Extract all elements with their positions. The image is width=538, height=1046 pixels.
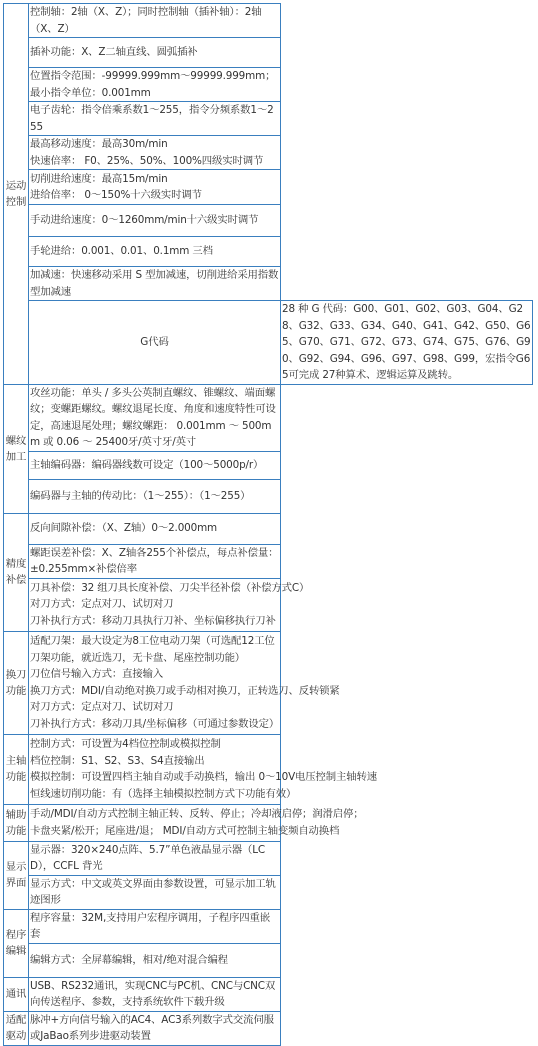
- category-motion: 运动控制: [4, 4, 29, 385]
- table-row: [4, 267, 533, 301]
- spec-line: 手动/MDI/自动方式控制主轴正转、反转、停止；冷却液启停；润滑启停；: [30, 808, 364, 820]
- table-row: [4, 544, 533, 578]
- spec-line: 控制方式：可设置为4档位控制或模拟控制: [30, 738, 221, 750]
- spec-acceleration: 加减速：快速移动采用 S 型加减速，切削进给采用指数型加减速: [29, 267, 281, 301]
- table-row: [4, 205, 533, 237]
- table-row: [4, 136, 533, 170]
- spec-encoder-ratio: 编码器与主轴的传动比：（1～255）：（1～255）: [29, 479, 281, 513]
- table-row: [4, 384, 533, 451]
- category-program: 程序编辑: [4, 909, 29, 977]
- table-row: [4, 170, 533, 205]
- spec-spindle-encoder: 主轴编码器：编码器线数可设定（100～5000p/r）: [29, 451, 281, 479]
- spec-backlash: 反向间隙补偿：（X、Z轴）0～2.000mm: [29, 513, 281, 544]
- spec-line: 最高移动速度：最高30m/min: [30, 138, 168, 150]
- table-row: [4, 943, 533, 977]
- table-row: [4, 804, 533, 841]
- category-gcode: G代码: [29, 301, 281, 385]
- table-row: [4, 451, 533, 479]
- spec-line: 刀补执行方式：移动刀具/坐标偏移（可通过参数设定）: [30, 717, 280, 730]
- spec-thread-cutting: 攻丝功能：单头 / 多头公英制直螺纹、锥螺纹、端面螺纹；变螺距螺纹。螺纹退尾长度、角度和速度特性可设定，高速退尾处理；螺纹螺距： 0.001mm ～ 500mm 或 0.06 ～ 25400牙/英寸牙/英寸: [29, 384, 281, 451]
- spec-position-range: 位置指令范围：-99999.999mm～99999.999mm；最小指令单位：0.001mm: [29, 68, 281, 102]
- table-row: [4, 909, 533, 943]
- table-row: [4, 301, 533, 385]
- spec-line: 切削进给速度：最高15m/min: [30, 172, 168, 185]
- spec-pitch-error: 螺距误差补偿：X、Z轴各255个补偿点，每点补偿量：±0.255mm×补偿倍率: [29, 544, 281, 578]
- table-row: [4, 631, 533, 734]
- spec-edit-mode: 编辑方式：全屏幕编辑，相对/绝对混合编程: [29, 943, 281, 977]
- table-row: [4, 875, 533, 909]
- spec-line: 适配刀架：最大设定为8工位电动刀架（可选配12工位刀架功能，就近选刀，无卡盘、尾座控制功能）: [30, 635, 275, 664]
- table-row: [4, 237, 533, 267]
- spec-line: 对刀方式：定点对刀、试切对刀: [30, 701, 174, 713]
- spec-line: 恒线速切削功能：有（选择主轴模拟控制方式下功能有效）: [30, 787, 297, 800]
- spec-line: 换刀方式：MDI/自动绝对换刀或手动相对换刀，正转选刀、反转锁紧: [30, 684, 340, 697]
- table-row: [4, 513, 533, 544]
- table-row: [4, 578, 533, 631]
- spec-display-mode: 显示方式：中文或英文界面由参数设置，可显示加工轨迹图形: [29, 875, 281, 909]
- spec-drive: 脉冲+方向信号输入的AC4、AC3系列数字式交流伺服或JaBao系列步进驱动装置: [29, 1011, 281, 1045]
- spec-control-axes: 控制轴：2轴（X、Z）；同时控制轴（插补轴）：2轴（X、Z）: [29, 4, 281, 38]
- spec-auxiliary: [29, 804, 364, 841]
- spec-line: 模拟控制：可设置四档主轴自动或手动换档，输出 0～10V电压控制主轴转速: [30, 771, 377, 783]
- spec-line: 档位控制：S1、S2、S3、S4直接输出: [30, 754, 205, 767]
- category-aux: 辅助功能: [4, 804, 29, 841]
- spec-electronic-gear: 电子齿轮：指令倍乘系数1～255，指令分频系数1～255: [29, 102, 281, 136]
- spec-display-screen: 显示器：320×240点阵、5.7”单色液晶显示器（LCD），CCFL 背光: [29, 841, 281, 875]
- spec-line: 刀具补偿：32 组刀具长度补偿、刀尖半径补偿（补偿方式C）: [30, 581, 310, 594]
- category-thread: 螺纹加工: [4, 384, 29, 513]
- spec-line: 刀位信号输入方式：直接输入: [30, 668, 164, 680]
- spec-program-capacity: 程序容量：32M,支持用户宏程序调用，子程序四重嵌套: [29, 909, 281, 943]
- table-row: [4, 68, 533, 102]
- spec-gcode-list: 28 种 G 代码：G00、G01、G02、G03、G04、G28、G32、G33、G34、G40、G41、G42、G50、G65、G70、G71、G72、G73、G74、G75、G76、G90、G92、G94、G96、G97、G98、G99，宏指令G65可完成 27种算术、逻辑运算及跳转。: [281, 301, 533, 385]
- table-row: [4, 4, 533, 38]
- spec-line: 卡盘夹紧/松开；尾座进/退； MDI/自动方式可控制主轴变频自动换档: [30, 824, 340, 837]
- spec-jog-speed: 手动进给速度：0～1260mm/min十六级实时调节: [29, 205, 281, 237]
- table-row: [4, 1011, 533, 1045]
- category-drive: 适配驱动: [4, 1011, 29, 1045]
- category-precision: 精度补偿: [4, 513, 29, 631]
- table-row: [4, 102, 533, 136]
- spec-feed-speed: [29, 170, 281, 205]
- category-comm: 通讯: [4, 977, 29, 1011]
- table-row: [4, 977, 533, 1011]
- spec-line: 进给倍率： 0～150%十六级实时调节: [30, 189, 202, 201]
- table-row: [4, 734, 533, 804]
- spec-communication: USB、RS232通讯，实现CNC与PC机、CNC与CNC双向传送程序、参数，支持系统软件下载升级: [29, 977, 281, 1011]
- table-row: [4, 479, 533, 513]
- spec-rapid-speed: [29, 136, 281, 170]
- table-row: [4, 841, 533, 875]
- spec-handwheel: 手轮进给：0.001、0.01、0.1mm 三档: [29, 237, 281, 267]
- spec-line: 快速倍率： F0、25%、50%、100%四级实时调节: [30, 154, 264, 167]
- spec-tool-change: [29, 631, 340, 734]
- spec-interpolation: 插补功能：X、Z二轴直线、圆弧插补: [29, 38, 281, 68]
- category-display: 显示界面: [4, 841, 29, 909]
- spec-spindle: [29, 734, 377, 804]
- category-toolchange: 换刀功能: [4, 631, 29, 734]
- category-spindle: 主轴功能: [4, 734, 29, 804]
- spec-table: [3, 3, 533, 1046]
- spec-tool-compensation: [29, 578, 310, 631]
- spec-line: 刀补执行方式：移动刀具执行刀补、坐标偏移执行刀补: [30, 614, 276, 627]
- spec-line: 对刀方式：定点对刀、试切对刀: [30, 598, 174, 611]
- table-row: [4, 38, 533, 68]
